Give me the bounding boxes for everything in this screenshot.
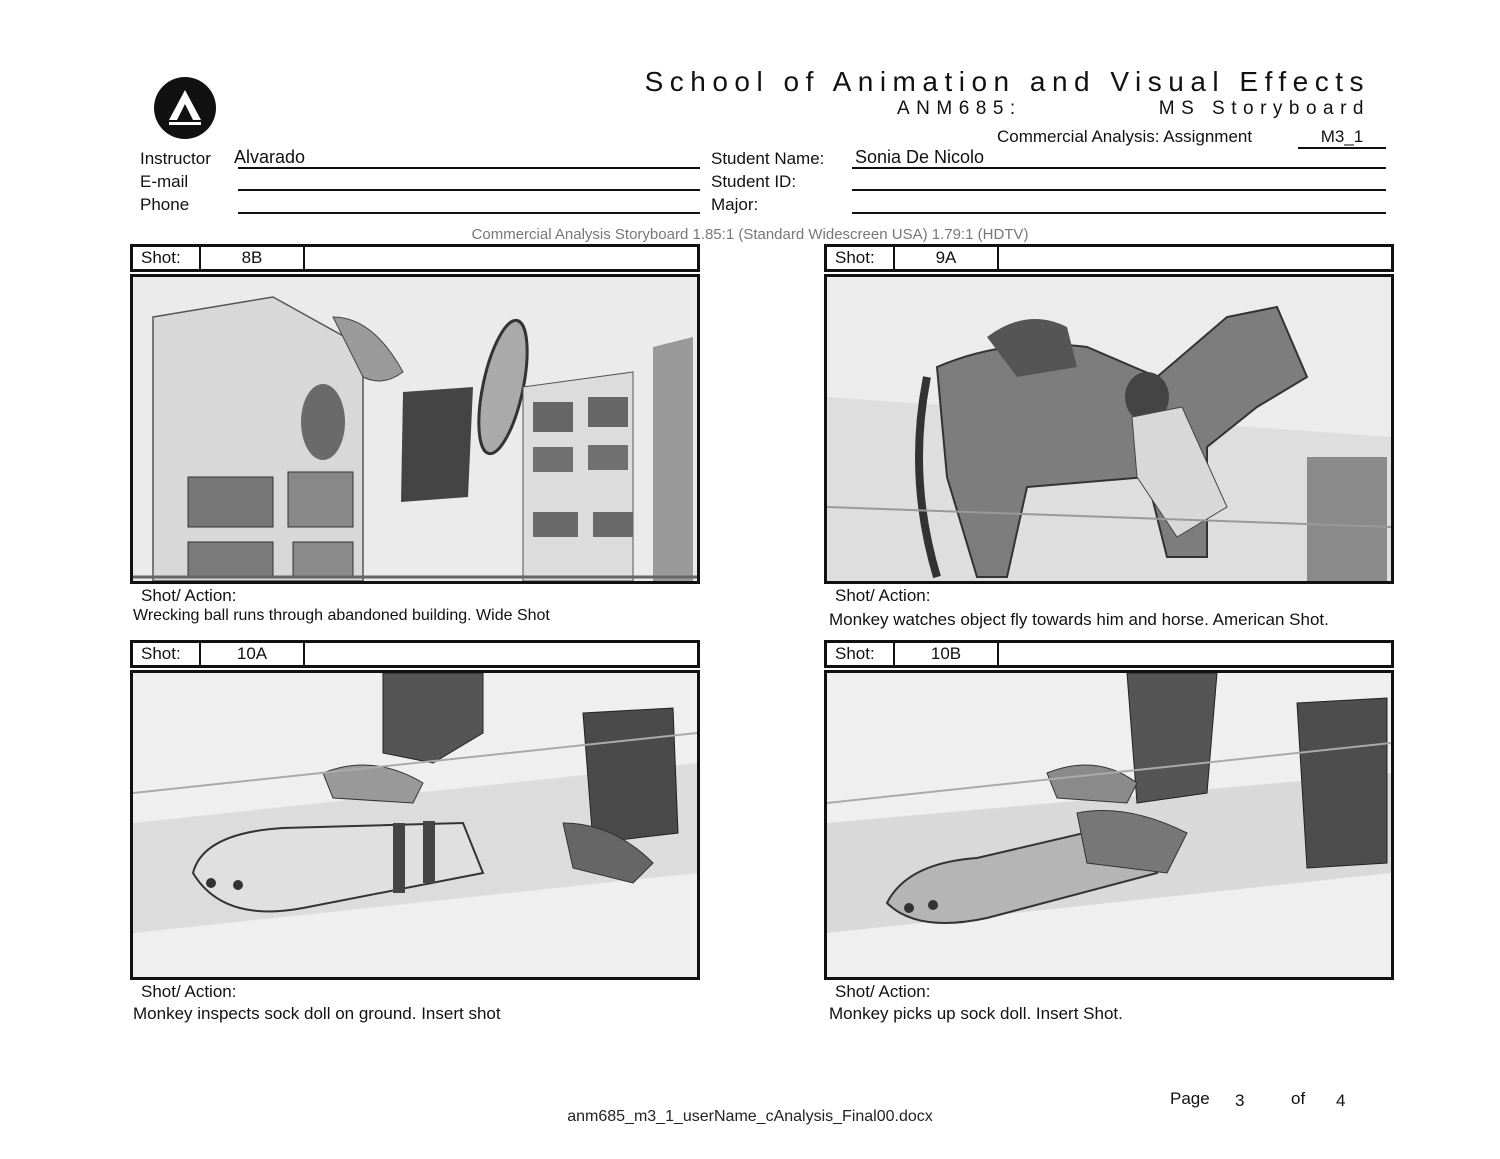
page-label: Page	[1170, 1089, 1210, 1108]
shot-label: Shot:	[133, 643, 201, 665]
shot-number: 9A	[895, 247, 999, 269]
assignment-value: M3_1	[1298, 127, 1386, 149]
shot-header-9a	[824, 244, 1394, 272]
assignment-label: Commercial Analysis: Assignment	[997, 127, 1253, 146]
shot-number: 10A	[201, 643, 305, 665]
student-name-value: Sonia De Nicolo	[855, 147, 985, 167]
shot-label: Shot:	[827, 643, 895, 665]
shot-label: Shot:	[827, 247, 895, 269]
shot-action-text: Monkey inspects sock doll on ground. Insert shot	[133, 1004, 501, 1023]
storyboard-panel-10a	[130, 670, 700, 980]
instructor-line	[238, 167, 700, 169]
ratio-note: Commercial Analysis Storyboard 1.85:1 (Standard Widescreen USA) 1.79:1 (HDTV)	[471, 226, 1029, 243]
sketch-monkey-and-horse	[827, 277, 1391, 581]
shot-label: Shot:	[133, 247, 201, 269]
phone-label: Phone	[140, 195, 190, 214]
total-pages: 4	[1336, 1091, 1346, 1110]
instructor-label: Instructor	[140, 149, 211, 168]
storyboard-panel-8b	[130, 274, 700, 584]
shot-action-label: Shot/ Action:	[835, 586, 931, 605]
email-label: E-mail	[140, 172, 189, 191]
footer-filename: anm685_m3_1_userName_cAnalysis_Final00.docx	[567, 1108, 933, 1125]
shot-action-text: Wrecking ball runs through abandoned building. Wide Shot	[133, 607, 550, 624]
sketch-sock-doll-on-ground	[133, 673, 697, 977]
major-line	[852, 212, 1386, 214]
major-label: Major:	[711, 195, 759, 214]
shot-action-text: Monkey watches object fly towards him and horse. American Shot.	[829, 610, 1329, 629]
student-id-line	[852, 189, 1386, 191]
sketch-monkey-picks-up-sock-doll	[827, 673, 1391, 977]
phone-line	[238, 212, 700, 214]
shot-header-8b	[130, 244, 700, 272]
instructor-value: Alvarado	[234, 147, 306, 167]
shot-number: 8B	[201, 247, 305, 269]
shot-header-10a	[130, 640, 700, 668]
storyboard-panel-10b	[824, 670, 1394, 980]
course-name: MS Storyboard	[1158, 98, 1370, 119]
shot-action-label: Shot/ Action:	[835, 982, 931, 1001]
of-label: of	[1291, 1089, 1306, 1108]
page-number: 3	[1235, 1091, 1245, 1110]
email-line	[238, 189, 700, 191]
storyboard-panel-9a	[824, 274, 1394, 584]
student-id-label: Student ID:	[711, 172, 797, 191]
course-code: ANM685:	[897, 98, 1022, 119]
student-name-label: Student Name:	[711, 149, 825, 168]
school-title: School of Animation and Visual Effects	[644, 66, 1370, 97]
shot-action-text: Monkey picks up sock doll. Insert Shot.	[829, 1004, 1123, 1023]
shot-action-label: Shot/ Action:	[141, 586, 237, 605]
shot-header-10b	[824, 640, 1394, 668]
shot-action-label: Shot/ Action:	[141, 982, 237, 1001]
sketch-building-interior	[133, 277, 697, 581]
student-name-line	[852, 167, 1386, 169]
shot-number: 10B	[895, 643, 999, 665]
school-logo	[153, 76, 217, 140]
